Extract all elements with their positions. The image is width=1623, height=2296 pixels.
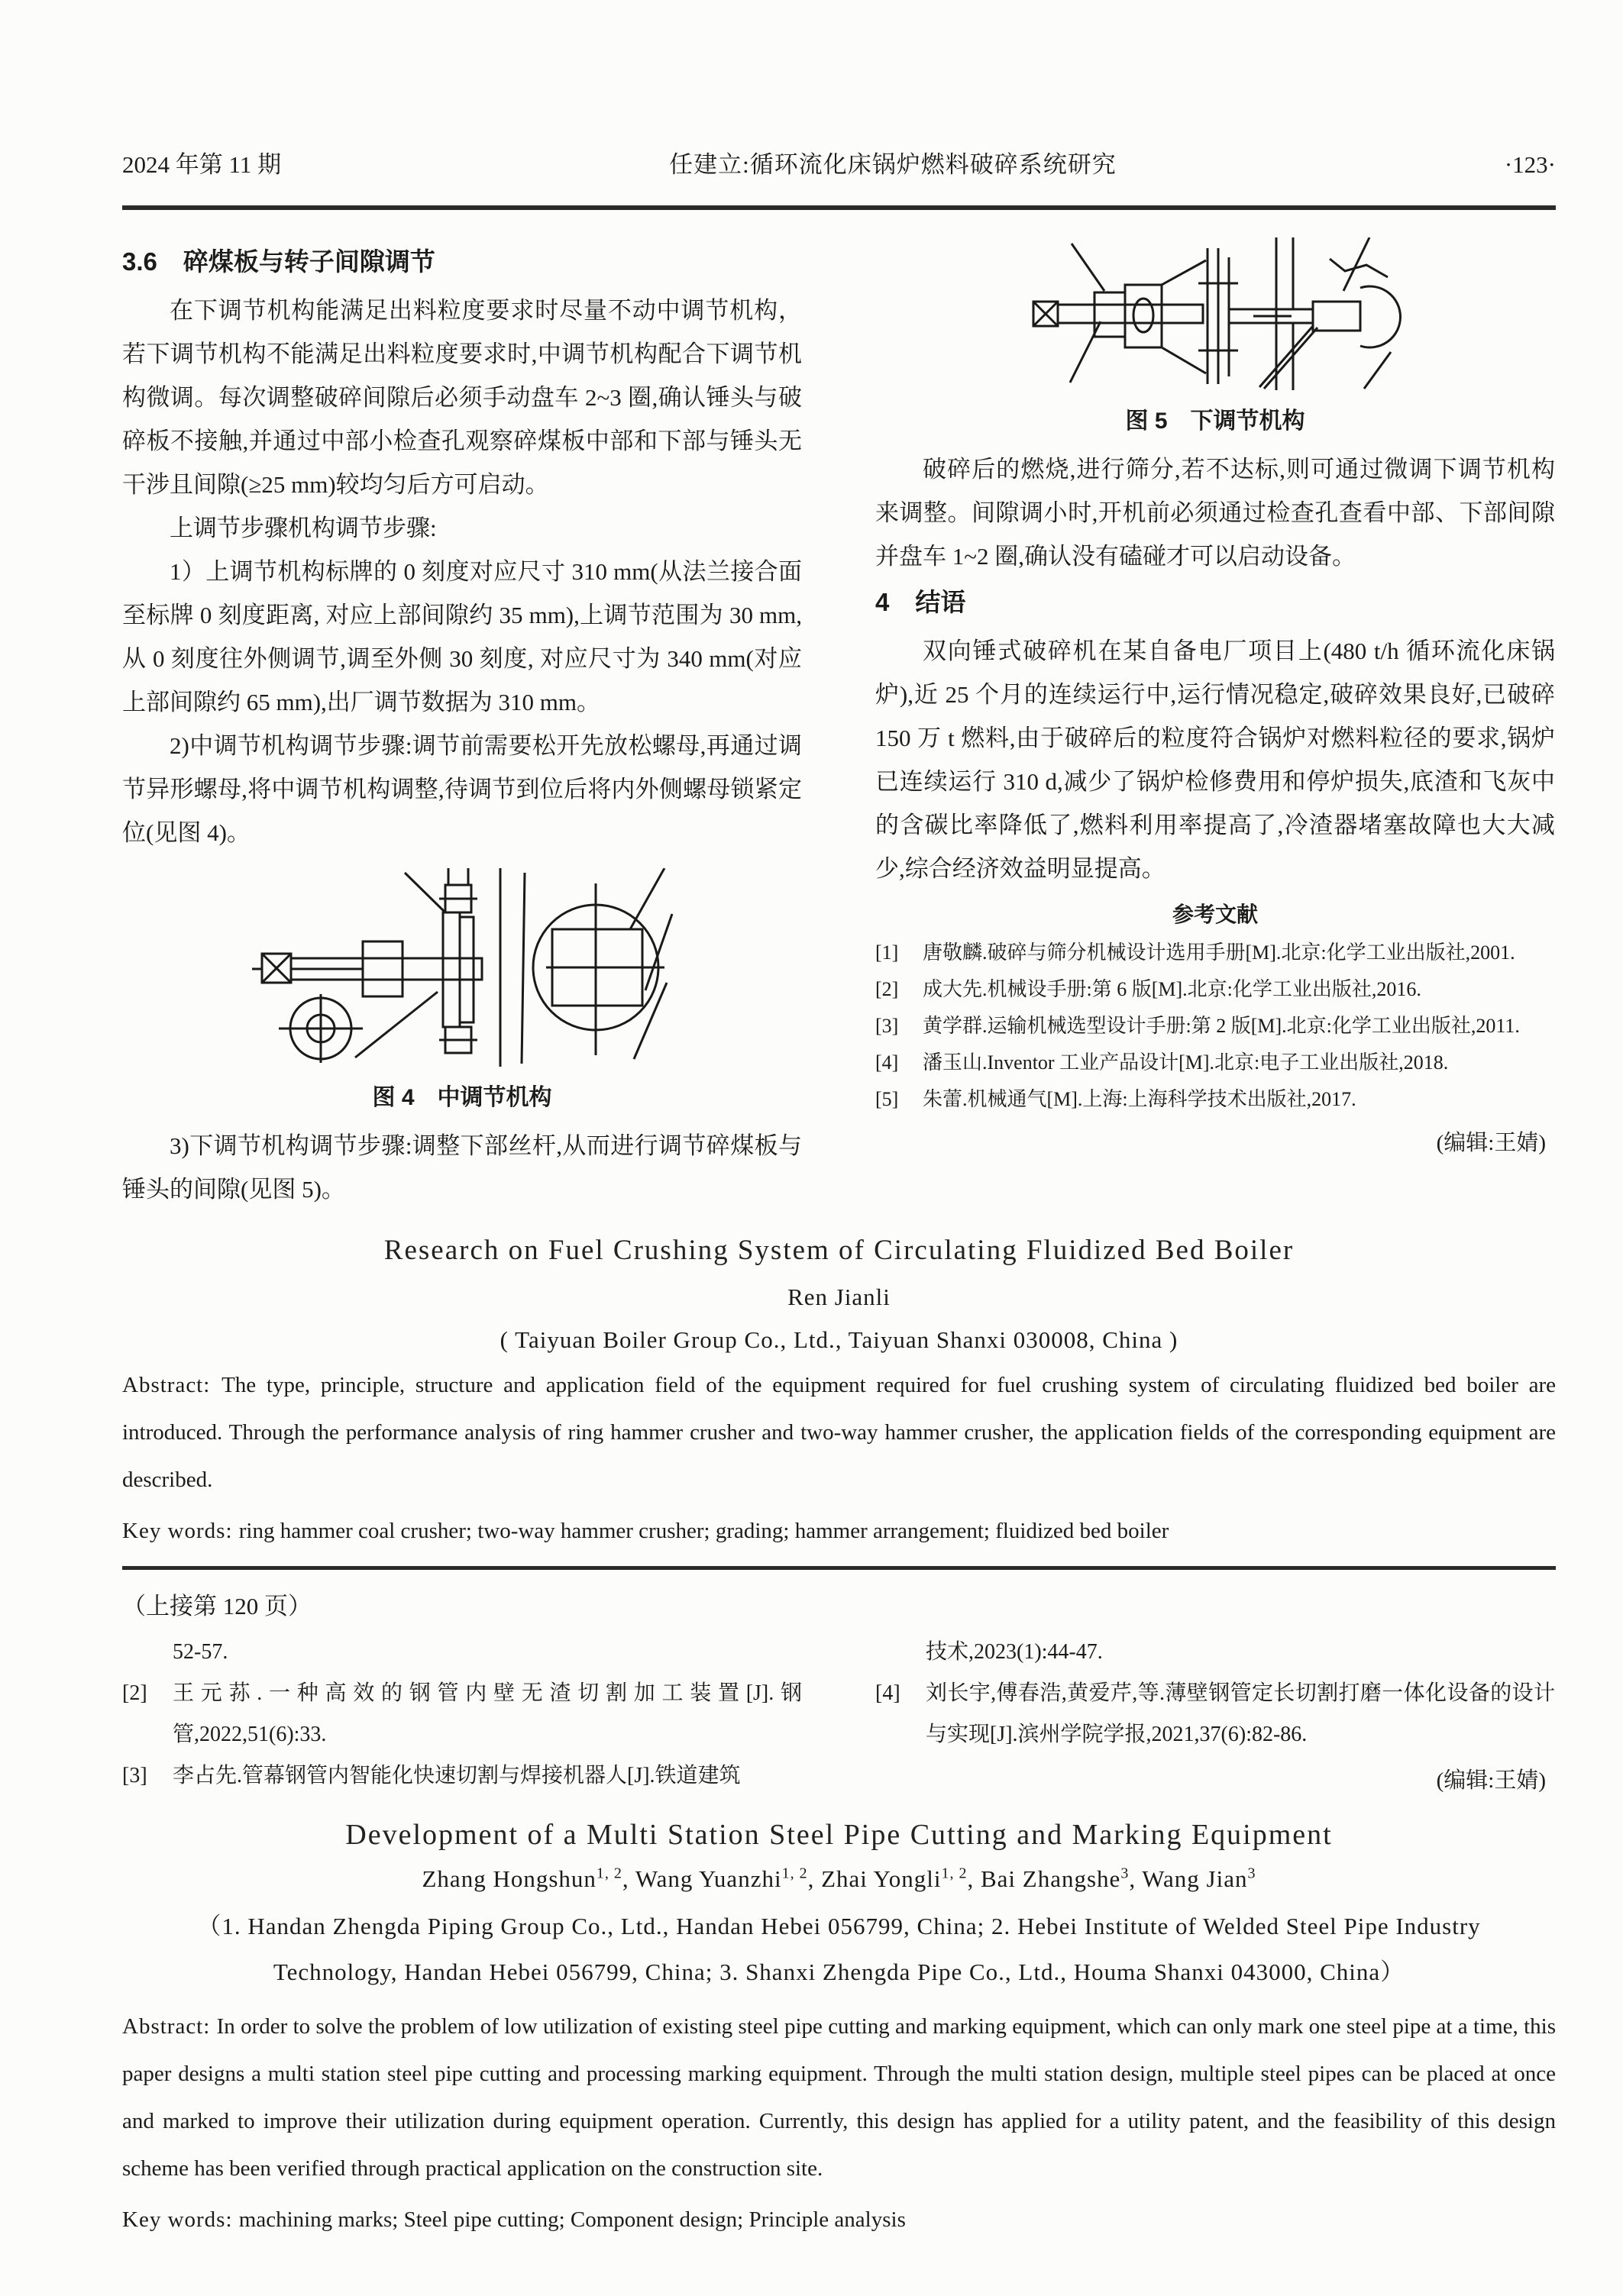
section-number: 4 xyxy=(875,588,890,616)
page-header xyxy=(122,145,1556,179)
paragraph: 上调节步骤机构调节步骤: xyxy=(170,515,437,541)
editor-note: (编辑:王婧) xyxy=(1436,1131,1546,1155)
english-author-1: Ren Jianli xyxy=(787,1284,891,1310)
paragraph: 1）上调节机构标牌的 0 刻度对应尺寸 310 mm(从法兰接合面至标牌 0 刻度距离, 对应上部间隙约 35 mm),上调节范围为 30 mm,从 0 刻度往外侧调节,调至外侧 30 刻度, 对应尺寸为 340 mm(对应上部间隙约 65 mm),出厂调节数据为 310 mm。 xyxy=(122,558,802,715)
section-heading-4 xyxy=(875,583,1555,618)
reference-item: [5] 朱蕾.机械通气[M].上海:上海科学技术出版社,2017. xyxy=(875,1088,1356,1110)
page-number: ·123· xyxy=(1504,151,1556,178)
header-rule xyxy=(122,205,1556,210)
right-column xyxy=(875,237,1555,1211)
reference-item: [3] 李占先.管幕钢管内智能化快速切割与焊接机器人[J].铁道建筑 xyxy=(122,1764,741,1787)
reference-item: [3] 黄学群.运输机械选型设计手册:第 2 版[M].北京:化学工业出版社,2011. xyxy=(875,1015,1520,1037)
reference-item: [2] 王元荪.一种高效的钢管内壁无渣切割加工装置[J].钢管,2022,51(6):33. xyxy=(122,1681,802,1746)
figure5-number: 图 5 xyxy=(1125,409,1168,434)
keywords-label: Key words: xyxy=(122,2207,239,2233)
english-affiliation-1: ( Taiyuan Boiler Group Co., Ltd., Taiyuan Shanxi 030008, China ) xyxy=(500,1326,1178,1353)
reference-item: [1] 唐敬麟.破碎与筛分机械设计选用手册[M].北京:化学工业出版社,2001. xyxy=(875,941,1515,964)
section-heading-3-6 xyxy=(122,242,802,278)
continuation-rule xyxy=(122,1566,1556,1570)
english-title-1: Research on Fuel Crushing System of Circulating Fluidized Bed Boiler xyxy=(383,1235,1295,1266)
reference-item: [4] 刘长宇,傅春浩,黄爱芹,等.薄壁钢管定长切割打磨一体化设备的设计与实现[J].滨州学院学报,2021,37(6):82-86. xyxy=(875,1681,1555,1746)
reference-item: [4] 潘玉山.Inventor 工业产品设计[M].北京:电子工业出版社,2018. xyxy=(875,1051,1449,1074)
author: , Bai Zhangshe$^3$ xyxy=(967,1865,1130,1893)
english-authors-2 xyxy=(122,1865,1556,1893)
section-title: 碎煤板与转子间隙调节 xyxy=(183,247,435,276)
continuation-left xyxy=(122,1632,802,1797)
paragraph: 2)中调节机构调节步骤:调节前需要松开先放松螺母,再通过调节异形螺母,将中调节机构调整,待调节到位后将内外侧螺母锁紧定位(见图 4)。 xyxy=(122,732,802,846)
reference-item: [2] 成大先.机械设手册:第 6 版[M].北京:化学工业出版社,2016. xyxy=(875,978,1421,1000)
author: , Zhai Yongli$^{1, 2}$ xyxy=(807,1865,968,1893)
english-abstract-1: Abstract: The type, principle, structure and application field of the equipment required for fuel crushing system of circulating fluidized bed boiler are introduced. Through the performance analysis of ring hammer crusher and two-way hammer crusher, the application fields of the corresponding equipment are described. xyxy=(122,1373,1556,1492)
keywords-label: Key words: xyxy=(122,1519,239,1543)
abstract-label: Abstract: xyxy=(122,2014,217,2039)
english-affiliation-2: （1. Handan Zhengda Piping Group Co., Ltd., Handan Hebei 056799, China; 2. Hebei Institute of Welded Steel Pipe Industry Technology, Handan Hebei 056799, China; 3. Shanxi Zhengda Pipe Co., Ltd., Houma Shanxi 043000, China） xyxy=(197,1913,1481,1986)
figure4-caption: 图 4 中调节机构 xyxy=(372,1085,552,1110)
abstract-label: Abstract: xyxy=(122,1373,222,1397)
figure4-number: 图 4 xyxy=(372,1085,415,1110)
figure5-caption: 图 5 下调节机构 xyxy=(1125,409,1305,434)
english-block-1 xyxy=(122,1234,1556,1354)
issue-label: 2024 年第 11 期 xyxy=(122,151,282,178)
english-keywords-2: Key words: machining marks; Steel pipe cutting; Component design; Principle analysis xyxy=(122,2207,906,2233)
figure5-drawing xyxy=(1013,237,1418,390)
running-title: 任建立:循环流化床锅炉燃料破碎系统研究 xyxy=(669,151,1117,178)
section-number: 3.6 xyxy=(122,247,157,276)
two-column-body xyxy=(122,237,1556,1211)
author: Zhang Hongshun$^{1, 2}$ xyxy=(422,1865,622,1893)
reference-item: 技术,2023(1):44-47. xyxy=(926,1640,1103,1664)
figure4-drawing xyxy=(225,868,699,1067)
continuation-right xyxy=(875,1632,1555,1797)
paragraph: 3)下调节机构调节步骤:调整下部丝杆,从而进行调节碎煤板与锤头的间隙(见图 5)。 xyxy=(122,1132,802,1203)
figure5 xyxy=(875,237,1555,394)
paragraph: 破碎后的燃烧,进行筛分,若不达标,则可通过微调下调节机构来调整。间隙调小时,开机前必须通过检查孔查看中部、下部间隙并盘车 1~2 圈,确认没有磕碰才可以启动设备。 xyxy=(875,456,1555,570)
continuation-columns xyxy=(122,1632,1556,1797)
english-abstract-2: Abstract: In order to solve the problem of low utilization of existing steel pipe cutting and marking equipment, which can only mark one steel pipe at a time, this paper designs a multi station steel pipe cutting and processing marking equipment. Through the multi station design, multiple steel pipes can be placed at once and marked to improve their utilization during equipment operation. Currently, this design has applied for a utility patent, and the feasibility of this design scheme has been verified through practical application on the construction site. xyxy=(122,2014,1556,2181)
continuation-note: （上接第 120 页） xyxy=(122,1593,312,1619)
left-column xyxy=(122,237,802,1211)
english-block-2 xyxy=(122,1818,1556,1995)
author: , Wang Yuanzhi$^{1, 2}$ xyxy=(622,1865,808,1893)
english-title-2: Development of a Multi Station Steel Pipe Cutting and Marking Equipment xyxy=(345,1819,1333,1851)
reference-item: 52-57. xyxy=(173,1640,228,1664)
paragraph: 双向锤式破碎机在某自备电厂项目上(480 t/h 循环流化床锅炉),近 25 个月的连续运行中,运行情况稳定,破碎效果良好,已破碎 150 万 t 燃料,由于破碎后的粒度符合锅炉对燃料粒径的要求,锅炉已连续运行 310 d,减少了锅炉检修费用和停炉损失,底渣和飞灰中的含碳比率降低了,燃料利用率提高了,冷渣器堵塞故障也大大减少,综合经济效益明显提高。 xyxy=(875,638,1555,882)
paragraph: 在下调节机构能满足出料粒度要求时尽量不动中调节机构，若下调节机构不能满足出料粒度要求时,中调节机构配合下调节机构微调。每次调整破碎间隙后必须手动盘车 2~3 圈,确认锤头与破碎板不接触,并通过中部小检查孔观察碎煤板中部和下部与锤头无干涉且间隙(≥25 mm)较均匀后方可启动。 xyxy=(122,297,802,498)
section-title: 结语 xyxy=(915,588,966,616)
author: , Wang Jian$^3$ xyxy=(1129,1865,1256,1893)
figure4 xyxy=(122,868,802,1070)
editor-note: (编辑:王婧) xyxy=(1436,1768,1546,1793)
english-keywords-1: Key words: ring hammer coal crusher; two-way hammer crusher; grading; hammer arrangement; fluidized bed boiler xyxy=(122,1519,1169,1543)
references-heading: 参考文献 xyxy=(1172,903,1258,926)
